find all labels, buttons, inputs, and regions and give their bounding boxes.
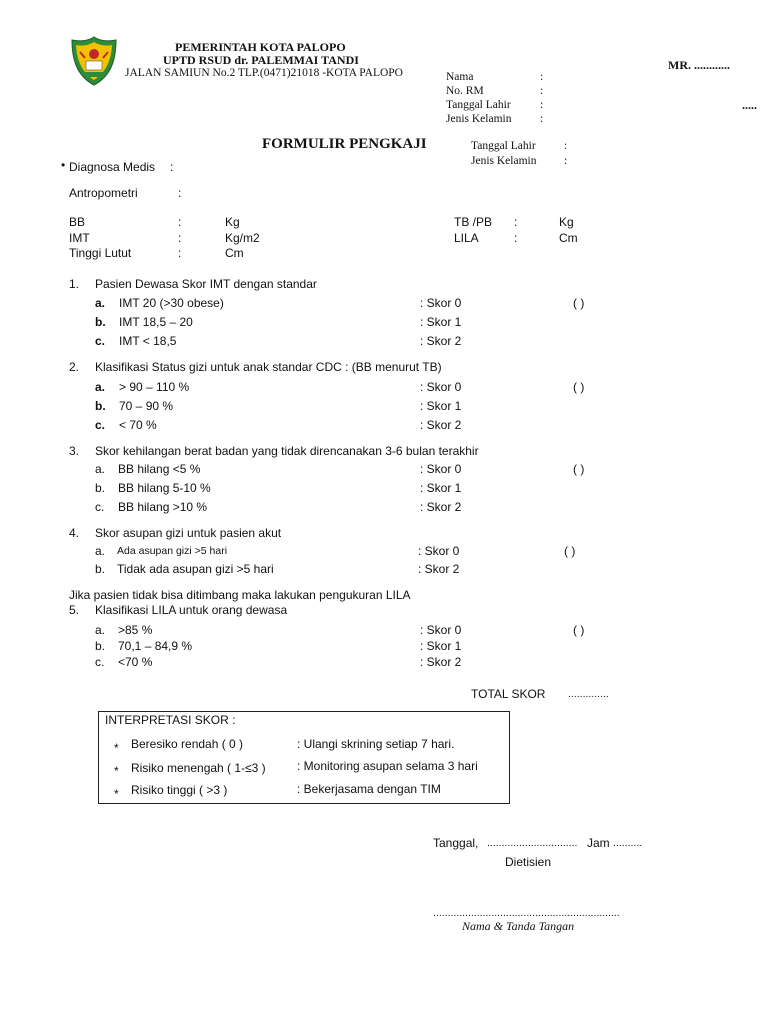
item-score: : Skor 2 — [418, 562, 460, 576]
item-letter: c. — [95, 655, 105, 669]
section-number: 5. — [69, 603, 80, 617]
section-title: Skor asupan gizi untuk pasien akut — [95, 526, 282, 540]
palopo-city-emblem-icon — [71, 36, 117, 86]
section-title: Klasifikasi Status gizi untuk anak standar CDC : (BB menurut TB) — [95, 360, 442, 374]
tbpb-label: TB /PB — [454, 215, 493, 229]
risk-low-desc: : Ulangi skrining setiap 7 hari. — [297, 737, 455, 751]
tbpb-colon: : — [514, 215, 518, 229]
patient-name-label: Nama — [446, 71, 474, 83]
title-dob-colon: : — [564, 140, 568, 152]
item-text: IMT < 18,5 — [119, 334, 177, 348]
item-score: : Skor 0 — [418, 544, 460, 558]
item-score: : Skor 2 — [420, 655, 462, 669]
item-text: Tidak ada asupan gizi >5 hari — [117, 562, 274, 576]
patient-rm-label: No. RM — [446, 85, 484, 97]
item-letter: a. — [95, 380, 106, 394]
imt-unit: Kg/m2 — [225, 231, 260, 245]
bb-colon: : — [178, 215, 182, 229]
item-score: : Skor 1 — [420, 399, 462, 413]
score-checkbox[interactable]: ( ) — [573, 380, 585, 394]
antropometri-label: Antropometri — [69, 186, 138, 200]
title-gender-colon: : — [564, 155, 568, 167]
item-text: BB hilang 5-10 % — [118, 481, 211, 495]
item-score: : Skor 2 — [420, 334, 462, 348]
total-score-field[interactable]: .............. — [568, 688, 609, 700]
section-title: Pasien Dewasa Skor IMT dengan standar — [95, 277, 317, 291]
time-field[interactable]: .......... — [613, 837, 643, 849]
risk-high-label: Risiko tinggi ( >3 ) — [131, 783, 228, 797]
item-score: : Skor 0 — [420, 623, 462, 637]
antropometri-colon: : — [178, 186, 182, 200]
diagnosa-bullet: • — [61, 158, 66, 172]
score-checkbox[interactable]: ( ) — [573, 296, 585, 310]
diagnosa-label: Diagnosa Medis — [69, 160, 156, 174]
patient-rm-colon: : — [540, 85, 544, 97]
mr-number: MR. ............ — [668, 58, 730, 72]
item-text: <70 % — [118, 655, 153, 669]
lila-colon: : — [514, 231, 518, 245]
section-number: 3. — [69, 444, 80, 458]
patient-gender-label: Jenis Kelamin — [446, 113, 512, 125]
score-checkbox[interactable]: ( ) — [573, 462, 585, 476]
tinggi-lutut-unit: Cm — [225, 246, 244, 260]
item-score: : Skor 2 — [420, 418, 462, 432]
risk-high-desc: : Bekerjasama dengan TIM — [297, 782, 441, 796]
item-text: >85 % — [118, 623, 153, 637]
bb-label: BB — [69, 215, 86, 229]
lila-label: LILA — [454, 231, 479, 245]
item-score: : Skor 0 — [420, 462, 462, 476]
item-letter: a. — [95, 544, 106, 558]
star-bullet: * — [114, 787, 119, 801]
item-score: : Skor 1 — [420, 315, 462, 329]
patient-gender-colon: : — [540, 113, 544, 125]
item-letter: c. — [95, 334, 106, 348]
item-text: BB hilang >10 % — [118, 500, 208, 514]
risk-low-label: Beresiko rendah ( 0 ) — [131, 737, 244, 751]
item-score: : Skor 0 — [420, 296, 462, 310]
item-text: Ada asupan gizi >5 hari — [117, 545, 228, 557]
date-field[interactable]: ............................... — [487, 837, 578, 849]
item-letter: b. — [95, 562, 106, 576]
imt-label: IMT — [69, 231, 90, 245]
item-letter: a. — [95, 462, 106, 476]
item-text: 70,1 – 84,9 % — [118, 639, 193, 653]
interpretation-title: INTERPRETASI SKOR : — [105, 713, 236, 727]
section-number: 4. — [69, 526, 80, 540]
imt-colon: : — [178, 231, 182, 245]
item-score: : Skor 1 — [420, 481, 462, 495]
right-dots: ..... — [742, 98, 757, 112]
item-letter: b. — [95, 481, 106, 495]
lila-unit: Cm — [559, 231, 578, 245]
bb-unit: Kg — [225, 215, 240, 229]
item-text: BB hilang <5 % — [118, 462, 201, 476]
diagnosa-colon: : — [170, 160, 174, 174]
tinggi-lutut-colon: : — [178, 246, 182, 260]
item-text: > 90 – 110 % — [119, 380, 190, 394]
item-letter: c. — [95, 418, 106, 432]
item-letter: a. — [95, 623, 106, 637]
item-score: : Skor 0 — [420, 380, 462, 394]
form-title: FORMULIR PENGKAJI — [262, 136, 427, 152]
item-score: : Skor 2 — [420, 500, 462, 514]
lila-note: Jika pasien tidak bisa ditimbang maka lakukan pengukuran LILA — [69, 588, 411, 602]
risk-medium-desc: : Monitoring asupan selama 3 hari — [297, 759, 478, 773]
title-gender-label: Jenis Kelamin — [471, 155, 537, 167]
item-letter: c. — [95, 500, 105, 514]
signature-line[interactable]: ................................................................ — [433, 907, 620, 919]
star-bullet: * — [114, 764, 119, 778]
date-label: Tanggal, — [433, 836, 479, 850]
item-letter: a. — [95, 296, 106, 310]
score-checkbox[interactable]: ( ) — [573, 623, 585, 637]
item-text: 70 – 90 % — [119, 399, 174, 413]
section-number: 1. — [69, 277, 80, 291]
patient-name-colon: : — [540, 71, 544, 83]
hospital-address: JALAN SAMIUN No.2 TLP.(0471)21018 -KOTA PALOPO — [125, 67, 403, 79]
score-checkbox[interactable]: ( ) — [564, 544, 576, 558]
total-score-label: TOTAL SKOR — [471, 687, 546, 701]
interpretation-box — [98, 711, 510, 804]
item-text: IMT 18,5 – 20 — [119, 315, 193, 329]
section-number: 2. — [69, 360, 80, 374]
tbpb-unit: Kg — [559, 215, 574, 229]
item-text: < 70 % — [119, 418, 157, 432]
signature-caption: Nama & Tanda Tangan — [462, 919, 575, 933]
item-letter: b. — [95, 315, 106, 329]
title-dob-label: Tanggal Lahir — [471, 140, 536, 152]
section-title: Skor kehilangan berat badan yang tidak direncanakan 3-6 bulan terakhir — [95, 444, 479, 458]
item-letter: b. — [95, 639, 106, 653]
patient-dob-label: Tanggal Lahir — [446, 99, 511, 111]
star-bullet: * — [114, 741, 119, 755]
item-score: : Skor 1 — [420, 639, 462, 653]
time-label: Jam — [587, 836, 610, 850]
section-title: Klasifikasi LILA untuk orang dewasa — [95, 603, 288, 617]
item-letter: b. — [95, 399, 106, 413]
patient-dob-colon: : — [540, 99, 544, 111]
risk-medium-label: Risiko menengah ( 1-≤3 ) — [131, 761, 266, 775]
dietitian-label: Dietisien — [505, 855, 552, 869]
hospital-name: UPTD RSUD dr. PALEMMAI TANDI — [163, 53, 359, 67]
government-name: PEMERINTAH KOTA PALOPO — [175, 40, 346, 54]
item-text: IMT 20 (>30 obese) — [119, 296, 224, 310]
tinggi-lutut-label: Tinggi Lutut — [69, 246, 132, 260]
